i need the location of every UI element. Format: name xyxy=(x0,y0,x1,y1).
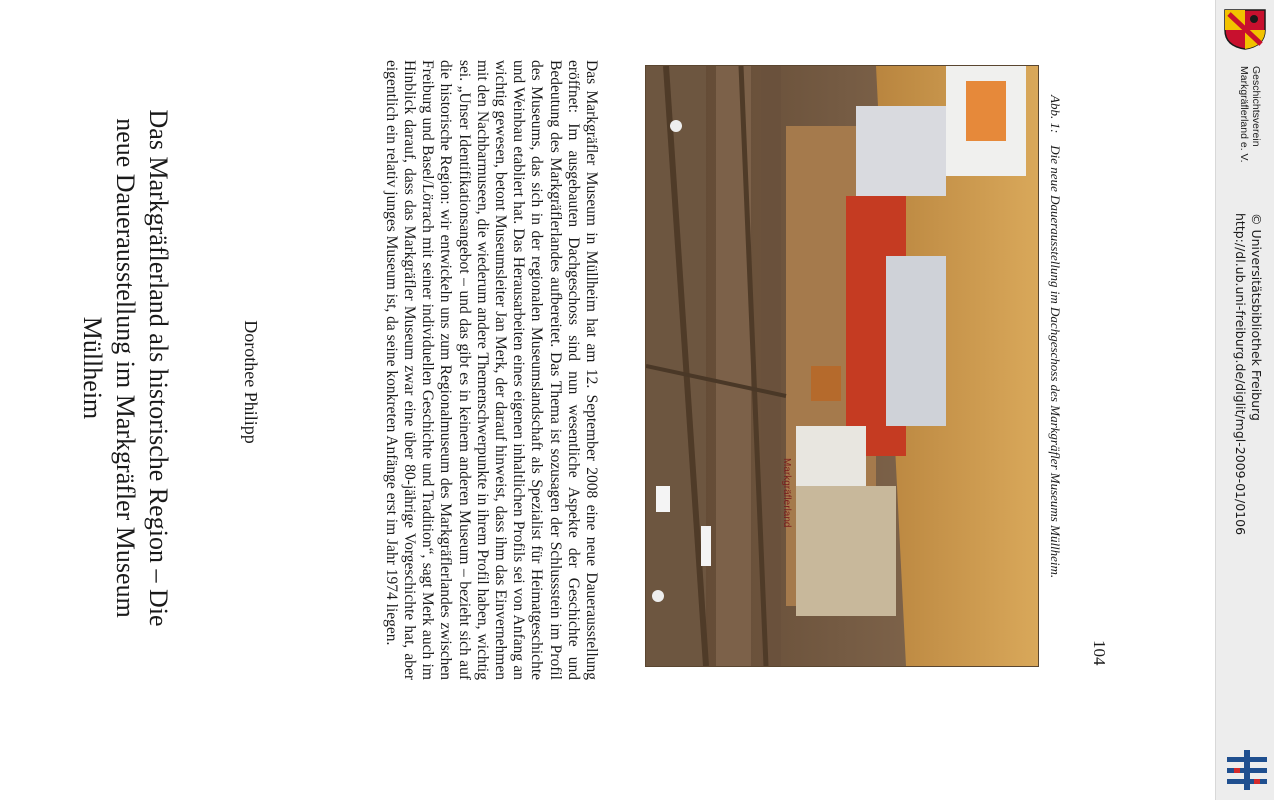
society-name-line2: Markgräflerland e. V. xyxy=(1238,66,1250,163)
exhibition-photo-drawing xyxy=(646,66,1038,666)
university-library-logo-icon xyxy=(1225,748,1269,792)
caption-label: Abb. 1: xyxy=(1048,95,1063,134)
society-name-line1: Geschichtsverein xyxy=(1250,66,1262,147)
society-name xyxy=(1238,66,1262,186)
article-body: Das Markgräfler Museum in Müllheim hat am 12. September 2008 eine neue Dauerausstellung eröffnet: Im ausgebauten Dachgeschoss sind nun wesentliche Aspekte der Geschichte und Bedeutung des Markgräflerlandes aufbereitet. Das Thema ist sozusagen der Schlussstein im Profil des Museums, das sich in der regionalen Museumslandschaft als Spezialist für Heimatgeschichte und Weinbau etabliert hat. Das Herausarbeiten eines eigenen inhaltlichen Profils sei von Anfang an wichtig gewesen, betont Museumsleiter Jan Merk, der darauf hinweist, dass ihm das Einvernehmen mit den Nachbarmuseen, die wiederum andere Themenschwerpunkte in ihrem Profil haben, wichtig sei. „Unser Identifikationsangebot – und das gibt es in keinem anderen Museum – bezieht sich auf die historische Region: wir entwickeln uns zum Regionalmuseum des Markgräflerlandes zwischen Freiburg und Basel/Lörrach mit seiner individuellen Geschichte und Tradition“, sagt Merk auch im Hinblick darauf, dass das Markgräfler Museum zwar eine über 80-jährige Vorgeschichte hat, aber eigentlich ein relativ junges Museum ist, da seine konkreten Anfänge erst im Jahr 1974 liegen. xyxy=(382,60,600,680)
article-title: Das Markgräflerland als historische Region – Die neue Dauerausstellung im Markgräfler Museum Müllheim xyxy=(78,109,173,627)
page-number: 104 xyxy=(1090,640,1109,666)
coat-of-arms-icon xyxy=(1223,8,1267,50)
source-url-link[interactable]: http://dl.ub.uni-freiburg.de/diglit/mgl-2009-01/0106 xyxy=(1233,213,1248,536)
figure-caption xyxy=(1047,95,1063,655)
exhibition-sign: Markgräflerland xyxy=(781,458,792,528)
exhibition-photo xyxy=(645,65,1039,667)
caption-text: Die neue Dauerausstellung im Dachgeschoss des Markgräfler Museums Müllheim. xyxy=(1048,145,1063,579)
article-author: Dorothee Philipp xyxy=(241,320,261,444)
copyright-notice: © Universitätsbibliothek Freiburg xyxy=(1249,213,1264,421)
